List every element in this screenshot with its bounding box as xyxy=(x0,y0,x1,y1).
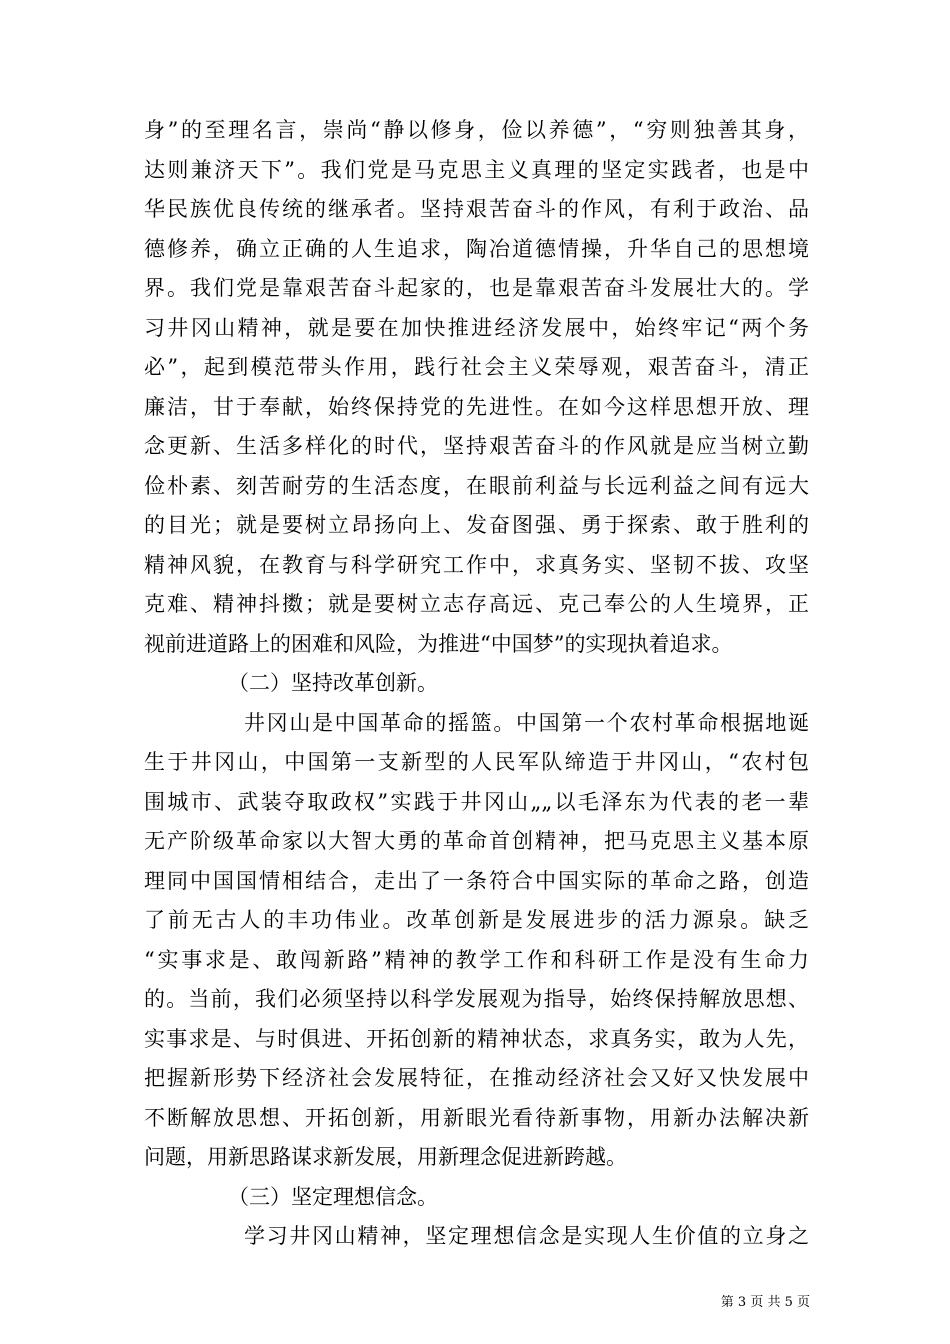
text-line: 廉洁，甘于奉献，始终保持党的先进性。在如今这样思想开放、理 xyxy=(144,394,809,419)
text-line: 德修养，确立正确的人生追求，陶冶道德情操，升华自己的思想境 xyxy=(144,236,809,261)
text-line: 围城市、武装夺取政权”实践于井冈山„„以毛泽东为代表的老一辈 xyxy=(144,789,809,814)
text-line: 井冈山是中国革命的摇篮。中国第一个农村革命根据地诞 xyxy=(244,710,809,735)
text-line: 身”的至理名言，崇尚“静以修身，俭以养德”，“穷则独善其身， xyxy=(144,118,809,142)
section-heading: （三）坚定理想信念。 xyxy=(228,1184,438,1209)
text-line: 了前无古人的丰功伟业。改革创新是发展进步的活力源泉。缺乏 xyxy=(144,908,809,932)
text-line: “实事求是、敢闯新路”精神的教学工作和科研工作是没有生命力 xyxy=(144,947,809,972)
text-line: 不断解放思想、开拓创新，用新眼光看待新事物，用新办法解决新 xyxy=(144,1105,809,1130)
text-line: 无产阶级革命家以大智大勇的革命首创精神，把马克思主义基本原 xyxy=(144,829,809,853)
body-text xyxy=(144,111,809,1257)
text-line: 华民族优良传统的继承者。坚持艰苦奋斗的作风，有利于政治、品 xyxy=(144,197,809,221)
text-line: 生于井冈山，中国第一支新型的人民军队缔造于井冈山，“农村包 xyxy=(144,750,809,774)
text-line: 把握新形势下经济社会发展特征，在推动经济社会又好又快发展中 xyxy=(144,1066,809,1090)
text-line: 必”，起到模范带头作用，践行社会主义荣辱观，艰苦奋斗，清正 xyxy=(144,355,809,379)
text-line: 念更新、生活多样化的时代，坚持艰苦奋斗的作风就是应当树立勤 xyxy=(144,434,809,458)
text-line: 学习井冈山精神，坚定理想信念是实现人生价值的立身之 xyxy=(244,1224,809,1248)
text-line: 克难、精神抖擞；就是要树立志存高远、克己奉公的人生境界，正 xyxy=(144,592,809,616)
text-line: 理同中国国情相结合，走出了一条符合中国实际的革命之路，创造 xyxy=(144,868,809,893)
text-line: 的目光；就是要树立昂扬向上、发奋图强、勇于探索、敢于胜利的 xyxy=(144,513,809,537)
section-heading: （二）坚持改革创新。 xyxy=(228,671,438,695)
text-line: 达则兼济天下”。我们党是马克思主义真理的坚定实践者，也是中 xyxy=(144,157,809,182)
text-line: 问题，用新思路谋求新发展，用新理念促进新跨越。 xyxy=(144,1145,627,1169)
text-line: 精神风貌，在教育与科学研究工作中，求真务实、坚韧不拔、攻坚 xyxy=(144,552,809,577)
text-line: 视前进道路上的困难和风险，为推进“中国梦”的实现执着追求。 xyxy=(144,631,733,656)
text-line: 俭朴素、刻苦耐劳的生活态度，在眼前利益与长远利益之间有远大 xyxy=(144,473,809,498)
text-line: 界。我们党是靠艰苦奋斗起家的，也是靠艰苦奋斗发展壮大的。学 xyxy=(144,276,809,300)
text-line: 实事求是、与时俱进、开拓创新的精神状态，求真务实，敢为人先， xyxy=(144,1026,809,1051)
text-line: 的。当前，我们必须坚持以科学发展观为指导，始终保持解放思想、 xyxy=(144,987,809,1011)
page-footer: 第 3 页 共 5 页 xyxy=(720,1295,810,1310)
text-line: 习井冈山精神，就是要在加快推进经济发展中，始终牢记“两个务 xyxy=(144,315,809,340)
